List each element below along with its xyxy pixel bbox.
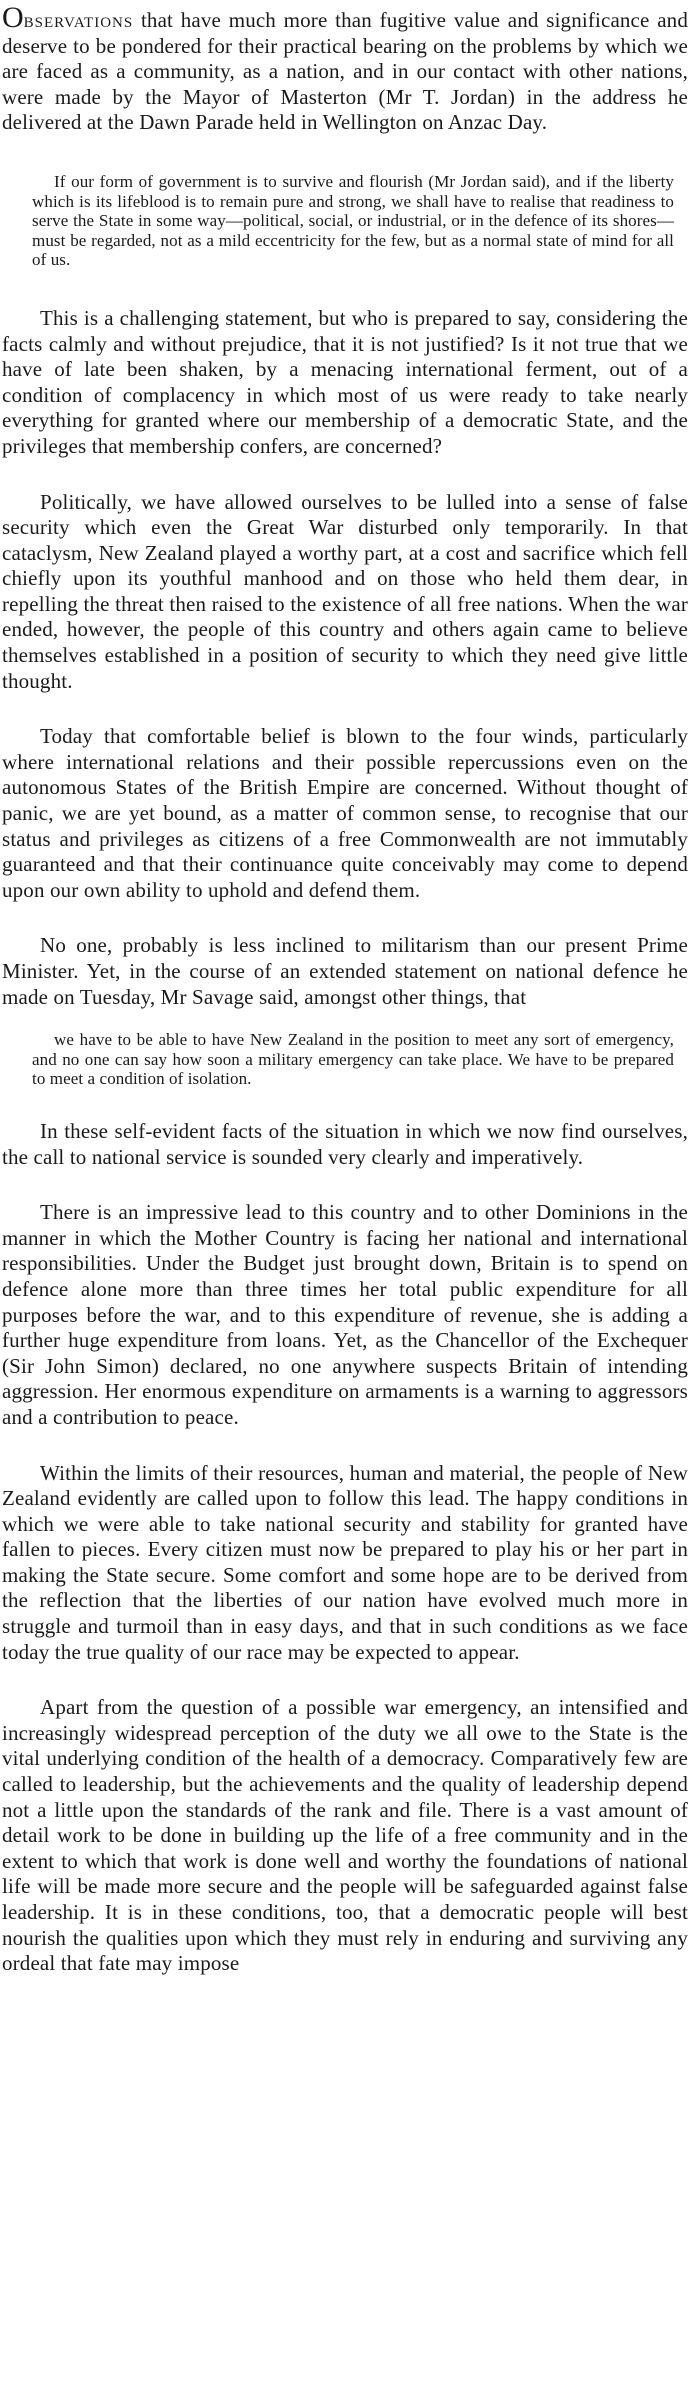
paragraph-5: No one, probably is less inclined to militarism than our present Prime Minister. Yet, in the course of an extended statement on national defence he made on Tuesday, Mr Savage said, amongst other things, that <box>2 933 688 1009</box>
article-column <box>2 1 688 1977</box>
paragraph-7: There is an impressive lead to this country and to other Dominions in the manner in which the Mother Country is facing her national and international responsibilities. Under the Budget just brought down, Britain is to spend on defence alone more than three times her total public expenditure for all purposes before the war, and to this expenditure of revenue, she is adding a further huge expenditure from loans. Yet, as the Chancellor of the Exchequer (Sir John Simon) declared, no one anywhere suspects Britain of intending aggression. Her enormous expenditure on armaments is a warning to aggressors and a contribution to peace. <box>2 1200 688 1429</box>
paragraph-3: Politically, we have allowed ourselves to be lulled into a sense of false security which even the Great War disturbed only temporarily. In that cataclysm, New Zealand played a worthy part, at a cost and sacrifice which fell chiefly upon its youthful manhood and on those who held them dear, in repelling the threat then raised to the existence of all free nations. When the war ended, however, the people of this country and others again came to believe themselves established in a position of security to which they need give little thought. <box>2 489 688 693</box>
opening-paragraph <box>2 1 688 136</box>
paragraph-8: Within the limits of their resources, human and material, the people of New Zealand evidently are called upon to follow this lead. The happy conditions in which we were able to take national security and stability for granted have fallen to pieces. Every citizen must now be prepared to play his or her part in making the State secure. Some comfort and some hope are to be derived from the reflection that the liberties of our nation have evolved much more in struggle and turmoil than in easy days, and that in such conditions as we face today the true quality of our race may be expected to appear. <box>2 1460 688 1664</box>
drop-cap: O <box>2 1 24 34</box>
paragraph-4: Today that comfortable belief is blown to the four winds, particularly where international relations and their possible repercussions even on the autonomous States of the British Empire are concerned. Without thought of panic, we are yet bound, as a matter of common sense, to recognise that our status and privileges as citizens of a free Commonwealth are not immutably guaranteed and that their continuance quite conceivably may come to depend upon our own ability to uphold and defend them. <box>2 724 688 902</box>
block-quote-savage: we have to be able to have New Zealand in the position to meet any sort of emergency, and no one can say how soon a military emergency can take place. We have to be prepared to meet a condition of isolation. <box>32 1030 674 1089</box>
paragraph-2: This is a challenging statement, but who is prepared to say, considering the facts calmly and without prejudice, that it is not justified? Is it not true that we have of late been shaken, by a menacing international ferment, out of a condition of complacency in which most of us were ready to take nearly everything for granted where our membership of a democratic State, and the privileges that membership confers, are concerned? <box>2 305 688 458</box>
opening-smallcaps: bservations <box>23 8 134 32</box>
opening-text: that have much more than fugitive value and significance and deserve to be pondered for their practical bearing on the problems by which we are faced as a community, as a nation, and in our contact with other nations, were made by the Mayor of Masterton (Mr T. Jordan) in the address he delivered at the Dawn Parade held in Wellington on Anzac Day. <box>2 8 688 135</box>
block-quote-jordan: If our form of government is to survive and flourish (Mr Jordan said), and if the liberty which is its lifeblood is to remain pure and strong, we shall have to realise that readiness to serve the State in some way—political, social, or industrial, or in the defence of its shores—must be regarded, not as a mild eccentricity for the few, but as a normal state of mind for all of us. <box>32 171 674 270</box>
paragraph-9: Apart from the question of a possible war emergency, an intensified and increasingly widespread perception of the duty we all owe to the State is the vital underlying condition of the health of a democracy. Comparatively few are called to leadership, but the achievements and the quality of leadership depend not a little upon the standards of the rank and file. There is a vast amount of detail work to be done in building up the life of a free community and in the extent to which that work is done well and worthy the foundations of national life will be made more secure and the people will be safeguarded against false leadership. It is in these conditions, too, that a democratic people will best nourish the qualities upon which they must rely in enduring and surviving any ordeal that fate may impose <box>2 1695 688 1976</box>
paragraph-6: In these self-evident facts of the situation in which we now find ourselves, the call to national service is sounded very clearly and imperatively. <box>2 1118 688 1169</box>
